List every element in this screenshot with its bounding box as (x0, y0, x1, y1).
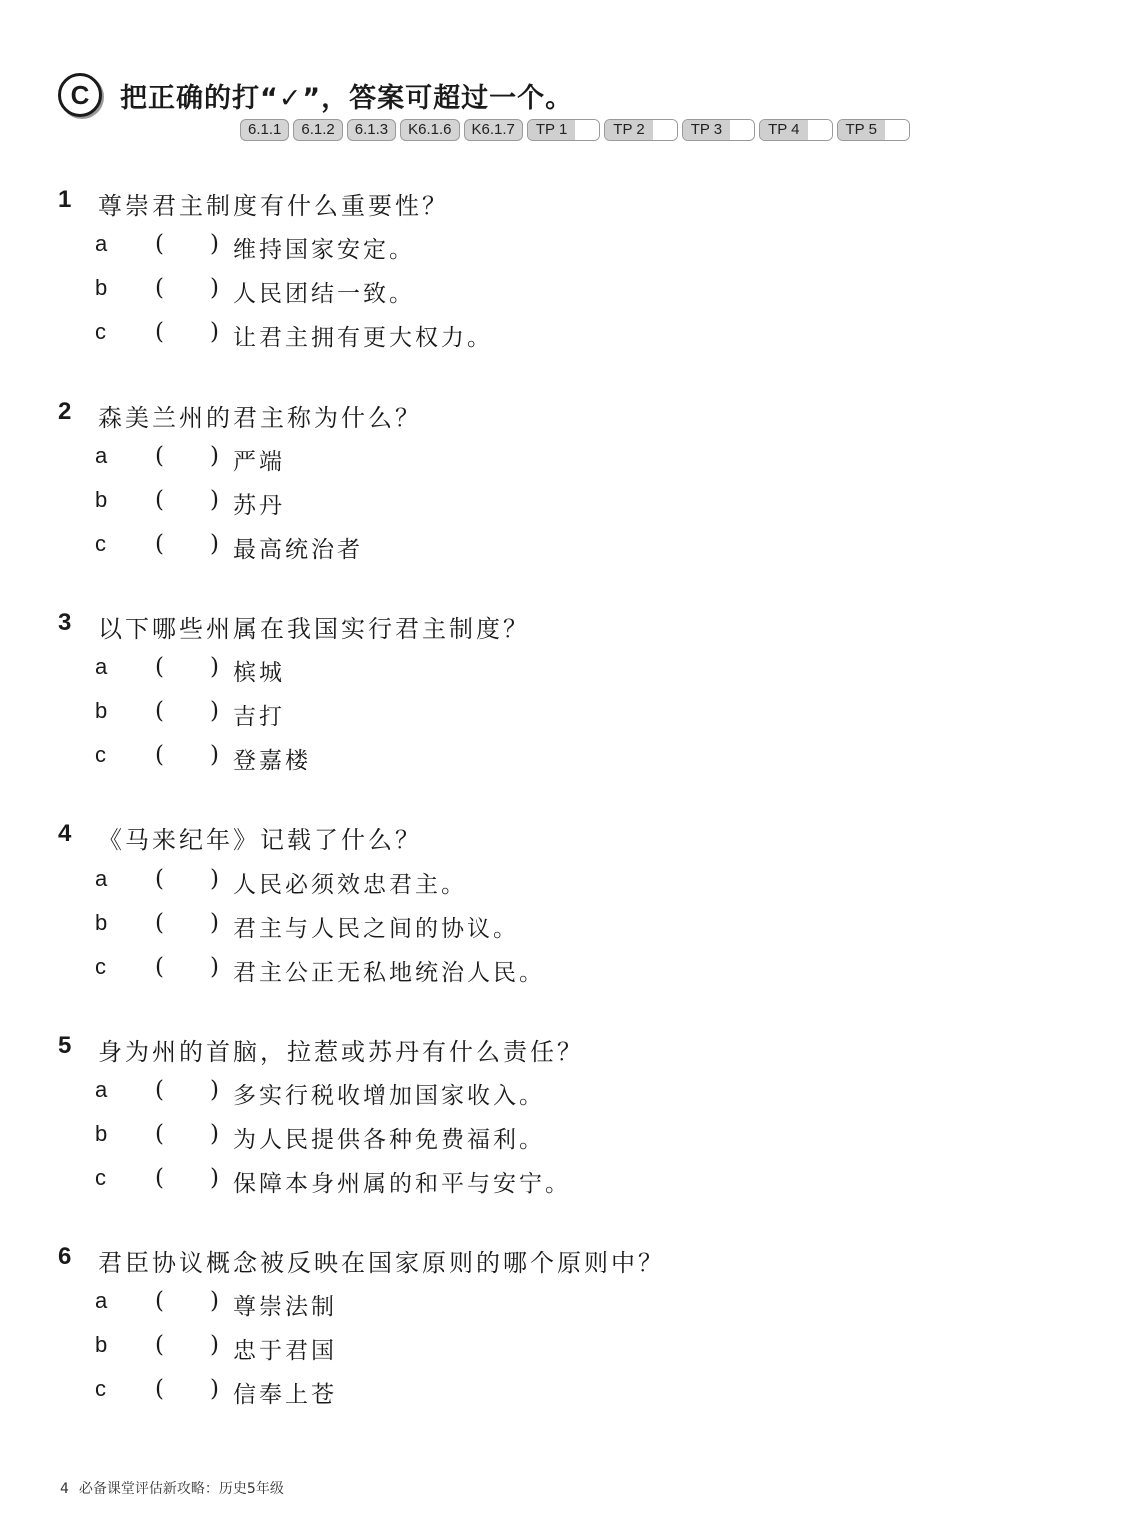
page-number: 4 (60, 1481, 69, 1497)
option-text: 严端 (233, 449, 285, 475)
question-number: 3 (58, 609, 72, 636)
answer-blank[interactable] (155, 1376, 219, 1406)
answer-blank[interactable] (155, 1077, 219, 1107)
option-text: 君主公正无私地统治人民。 (233, 960, 545, 986)
paren-close: ) (210, 698, 219, 724)
paren-open: ( (155, 654, 164, 680)
paren-open: ( (155, 1332, 164, 1358)
answer-blank[interactable] (155, 319, 219, 349)
paren-open: ( (155, 954, 164, 980)
option-text: 保障本身州属的和平与安宁。 (233, 1171, 571, 1197)
paren-open: ( (155, 1077, 164, 1103)
question-text: 《马来纪年》记载了什么？ (98, 826, 422, 854)
option-6c (0, 1376, 1123, 1408)
option-text: 忠于君国 (233, 1338, 337, 1364)
paren-close: ) (210, 954, 219, 980)
paren-open: ( (155, 1121, 164, 1147)
tp-tag-4 (759, 119, 832, 141)
answer-blank[interactable] (155, 443, 219, 473)
paren-close: ) (210, 275, 219, 301)
tp-checkbox[interactable] (808, 120, 832, 140)
paren-close: ) (210, 487, 219, 513)
paren-close: ) (210, 231, 219, 257)
option-text: 槟城 (233, 660, 285, 686)
tp-tag-3 (682, 119, 755, 141)
option-text: 人民必须效忠君主。 (233, 872, 467, 898)
option-4b (0, 910, 1123, 942)
option-3c (0, 742, 1123, 774)
question-text: 以下哪些州属在我国实行君主制度？ (98, 615, 530, 643)
option-letter: b (95, 910, 108, 935)
tp-checkbox[interactable] (885, 120, 909, 140)
answer-blank[interactable] (155, 531, 219, 561)
question-text: 君臣协议概念被反映在国家原则的哪个原则中？ (98, 1249, 665, 1277)
option-text: 吉打 (233, 704, 285, 730)
paren-open: ( (155, 866, 164, 892)
tp-tag-5 (837, 119, 910, 141)
option-letter: b (95, 487, 108, 512)
answer-blank[interactable] (155, 954, 219, 984)
paren-open: ( (155, 1288, 164, 1314)
option-1c (0, 319, 1123, 351)
paren-open: ( (155, 1165, 164, 1191)
paren-close: ) (210, 1077, 219, 1103)
option-5a (0, 1077, 1123, 1109)
paren-close: ) (210, 1332, 219, 1358)
paren-open: ( (155, 319, 164, 345)
answer-blank[interactable] (155, 910, 219, 940)
option-2c (0, 531, 1123, 563)
option-text: 尊崇法制 (233, 1294, 337, 1320)
question-number: 1 (58, 186, 72, 213)
paren-close: ) (210, 1288, 219, 1314)
paren-open: ( (155, 487, 164, 513)
answer-blank[interactable] (155, 654, 219, 684)
option-letter: b (95, 1121, 108, 1146)
section-header (58, 72, 573, 118)
tp-checkbox[interactable] (653, 120, 677, 140)
option-text: 多实行税收增加国家收入。 (233, 1083, 545, 1109)
option-text: 最高统治者 (233, 537, 363, 563)
answer-blank[interactable] (155, 866, 219, 896)
question-text: 尊崇君主制度有什么重要性？ (98, 192, 449, 220)
standard-tag: K6.1.6 (400, 119, 459, 141)
paren-open: ( (155, 275, 164, 301)
question-number: 2 (58, 398, 72, 425)
tp-label: TP 5 (838, 120, 885, 140)
option-letter: c (95, 742, 106, 767)
section-badge: C (58, 73, 102, 117)
answer-blank[interactable] (155, 231, 219, 261)
option-letter: a (95, 1288, 108, 1313)
option-1a (0, 231, 1123, 263)
tp-checkbox[interactable] (575, 120, 599, 140)
question-number: 6 (58, 1243, 72, 1270)
paren-close: ) (210, 1121, 219, 1147)
option-3a (0, 654, 1123, 686)
tp-label: TP 3 (683, 120, 730, 140)
option-text: 人民团结一致。 (233, 281, 415, 307)
question-text: 身为州的首脑，拉惹或苏丹有什么责任？ (98, 1038, 584, 1066)
paren-open: ( (155, 742, 164, 768)
tp-tag-2 (604, 119, 677, 141)
option-6b (0, 1332, 1123, 1364)
standard-tag: 6.1.1 (240, 119, 289, 141)
option-5c (0, 1165, 1123, 1197)
option-letter: a (95, 231, 108, 256)
option-text: 君主与人民之间的协议。 (233, 916, 519, 942)
option-letter: a (95, 443, 108, 468)
option-text: 维持国家安定。 (233, 237, 415, 263)
option-1b (0, 275, 1123, 307)
standard-tags (240, 119, 910, 141)
option-letter: b (95, 1332, 108, 1357)
answer-blank[interactable] (155, 1121, 219, 1151)
instruction-text: 把正确的打“✓”，答案可超过一个。 (120, 82, 574, 114)
paren-close: ) (210, 654, 219, 680)
option-letter: a (95, 1077, 108, 1102)
paren-close: ) (210, 1376, 219, 1402)
standard-tag: K6.1.7 (464, 119, 523, 141)
paren-open: ( (155, 698, 164, 724)
option-text: 信奉上苍 (233, 1382, 337, 1408)
paren-close: ) (210, 443, 219, 469)
answer-blank[interactable] (155, 1332, 219, 1362)
paren-open: ( (155, 1376, 164, 1402)
tp-label: TP 4 (760, 120, 807, 140)
option-3b (0, 698, 1123, 730)
option-letter: a (95, 866, 108, 891)
option-letter: c (95, 319, 106, 344)
option-text: 苏丹 (233, 493, 285, 519)
option-letter: c (95, 1165, 106, 1190)
option-4a (0, 866, 1123, 898)
tp-label: TP 1 (528, 120, 575, 140)
answer-blank[interactable] (155, 1165, 219, 1195)
option-letter: c (95, 531, 106, 556)
option-4c (0, 954, 1123, 986)
paren-close: ) (210, 1165, 219, 1191)
question-number: 4 (58, 820, 72, 847)
option-6a (0, 1288, 1123, 1320)
option-text: 让君主拥有更大权力。 (233, 325, 493, 351)
option-letter: a (95, 654, 108, 679)
book-title: 必备课堂评估新攻略：历史5年级 (78, 1481, 284, 1497)
answer-blank[interactable] (155, 698, 219, 728)
paren-close: ) (210, 319, 219, 345)
option-5b (0, 1121, 1123, 1153)
standard-tag: 6.1.3 (347, 119, 396, 141)
answer-blank[interactable] (155, 1288, 219, 1318)
paren-close: ) (210, 866, 219, 892)
paren-open: ( (155, 443, 164, 469)
option-letter: b (95, 275, 108, 300)
option-2b (0, 487, 1123, 519)
answer-blank[interactable] (155, 487, 219, 517)
paren-close: ) (210, 910, 219, 936)
paren-open: ( (155, 231, 164, 257)
option-2a (0, 443, 1123, 475)
standard-tag: 6.1.2 (293, 119, 342, 141)
tp-tag-1 (527, 119, 600, 141)
option-letter: c (95, 954, 106, 979)
tp-label: TP 2 (605, 120, 652, 140)
option-letter: c (95, 1376, 106, 1401)
answer-blank[interactable] (155, 742, 219, 772)
question-text: 森美兰州的君主称为什么？ (98, 404, 422, 432)
paren-close: ) (210, 531, 219, 557)
paren-open: ( (155, 531, 164, 557)
option-text: 登嘉楼 (233, 748, 311, 774)
tp-checkbox[interactable] (730, 120, 754, 140)
option-letter: b (95, 698, 108, 723)
page-footer (60, 1478, 284, 1498)
option-text: 为人民提供各种免费福利。 (233, 1127, 545, 1153)
paren-close: ) (210, 742, 219, 768)
answer-blank[interactable] (155, 275, 219, 305)
question-number: 5 (58, 1032, 72, 1059)
paren-open: ( (155, 910, 164, 936)
